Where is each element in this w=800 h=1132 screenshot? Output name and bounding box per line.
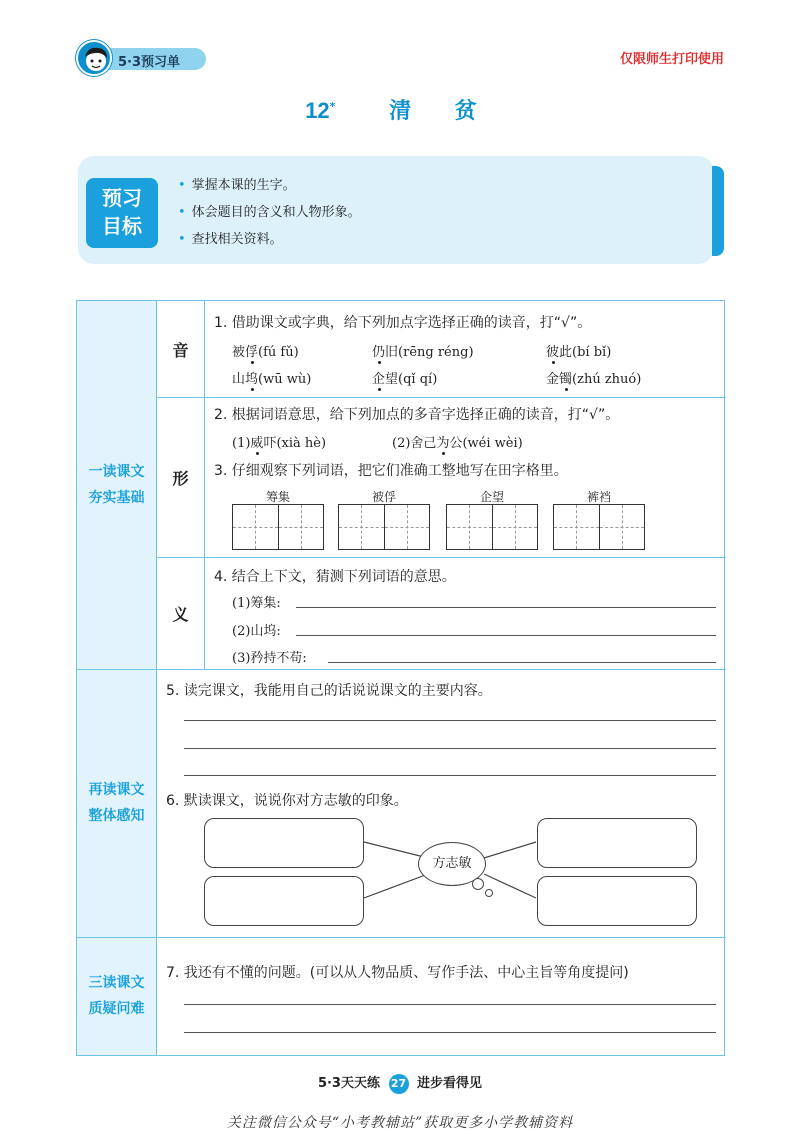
page-footer (0, 1072, 800, 1094)
lesson-title-char: 贫 (454, 99, 477, 124)
page-number: 27 (389, 1074, 409, 1094)
q4-item-label: (1)筹集: (232, 596, 281, 611)
bullet-icon: • (178, 232, 186, 247)
section-label-line: 夯实基础 (88, 490, 145, 506)
q4-prompt: 4. 结合上下文，猜测下列词语的意思。 (214, 569, 456, 585)
q1-item: 企望(qǐ qí) (372, 372, 438, 387)
q1-item: 山坞(wū wù) (232, 372, 312, 387)
q2-item: (1)威吓(xià hè) (232, 436, 327, 451)
section-label-line: 质疑问难 (88, 1001, 145, 1017)
print-notice: 仅限师生打印使用 (619, 52, 724, 67)
goals-tag-line: 预习 (102, 186, 142, 210)
impression-box[interactable] (204, 818, 364, 868)
q7-prompt: 7. 我还有不懂的问题。(可以从人物品质、写作手法、中心主旨等角度提问) (166, 965, 629, 981)
section-label-line: 一读课文 (88, 464, 145, 480)
goals-tag-line: 目标 (102, 214, 142, 238)
brand-label: 5·3预习单 (118, 55, 181, 70)
q4-item-label: (3)矜持不苟: (232, 651, 307, 666)
q1-item: 仍旧(rēng réng) (372, 345, 474, 360)
sub-label-shape: 形 (157, 397, 205, 557)
goal-text: 体会题目的含义和人物形象。 (191, 205, 361, 220)
q1-item: 金镯(zhú zhuó) (546, 372, 642, 387)
q3-word: 被俘 (371, 490, 396, 504)
q5-prompt: 5. 读完课文，我能用自己的话说说课文的主要内容。 (166, 683, 492, 699)
q6-prompt: 6. 默读课文，说说你对方志敏的印象。 (166, 793, 408, 809)
sub-label-sound: 音 (157, 301, 205, 397)
q3-word: 企望 (479, 490, 504, 504)
mindmap-center: 方志敏 (418, 842, 486, 886)
answer-line[interactable] (184, 1004, 716, 1005)
footer-slogan: 进步看得见 (417, 1076, 483, 1091)
q1-item: 彼此(bí bǐ) (546, 345, 612, 360)
q1-item: 被俘(fú fǔ) (232, 345, 299, 360)
lesson-title-char: 清 (389, 99, 412, 124)
q4-item-label: (2)山坞: (232, 624, 281, 639)
q2-item: (2)舍己为公(wéi wèi) (392, 436, 523, 451)
footer-series: 5·3天天练 (317, 1076, 380, 1091)
impression-box[interactable] (204, 876, 364, 926)
goal-text: 查找相关资料。 (191, 232, 283, 247)
goal-text: 掌握本课的生字。 (191, 178, 296, 193)
thought-bubble-icon (485, 889, 493, 897)
q3-prompt: 3. 仔细观察下列词语，把它们准确工整地写在田字格里。 (214, 463, 568, 479)
section-label-line: 整体感知 (88, 808, 145, 824)
watermark-text: 关注微信公众号“小考教辅站”获取更多小学教辅资料 (226, 1115, 574, 1131)
q2-prompt: 2. 根据词语意思，给下列加点的多音字选择正确的读音，打“√”。 (214, 407, 620, 423)
q3-word: 筹集 (265, 490, 290, 504)
section-label-line: 再读课文 (88, 782, 145, 798)
sub-label-meaning: 义 (157, 557, 205, 669)
impression-box[interactable] (537, 818, 697, 868)
bullet-icon: • (178, 205, 186, 220)
thought-bubble-icon (472, 878, 484, 890)
bullet-icon: • (178, 178, 186, 193)
lesson-mark: * (329, 99, 336, 113)
impression-box[interactable] (537, 876, 697, 926)
lesson-number: 12 (305, 98, 330, 123)
q1-prompt: 1. 借助课文或字典，给下列加点字选择正确的读音，打“√”。 (214, 315, 592, 331)
answer-line[interactable] (184, 1032, 716, 1033)
section-label-line: 三读课文 (88, 975, 145, 991)
q3-word: 裤裆 (586, 490, 611, 504)
